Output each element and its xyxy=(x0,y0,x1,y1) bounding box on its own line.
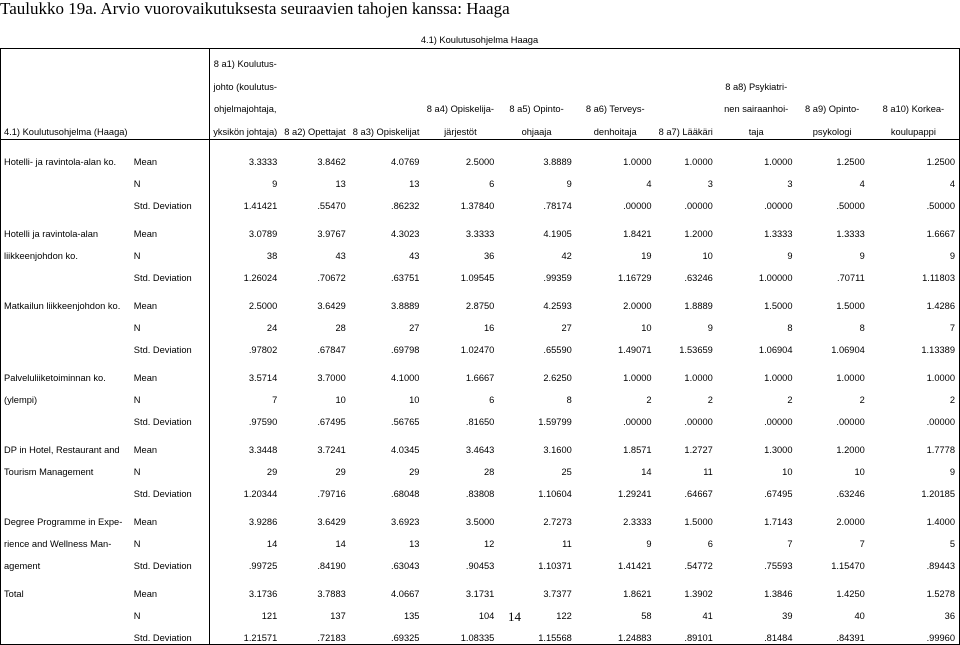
table-row xyxy=(1,334,960,356)
value-cell: 1.2500 xyxy=(836,156,865,167)
value-cell: 1.06904 xyxy=(758,344,793,355)
table-row xyxy=(1,168,960,190)
group-label xyxy=(1,262,131,284)
value-cell: 1.20185 xyxy=(869,478,960,500)
value-cell: .65590 xyxy=(543,344,572,355)
column-header-c1-line3: ohjelmajohtaja, xyxy=(210,94,282,116)
group-label: (ylempi) xyxy=(1,384,131,406)
group-label: agement xyxy=(1,550,131,572)
value-cell: .89101 xyxy=(656,622,717,645)
statistic-label: Std. Deviation xyxy=(131,622,210,645)
value-cell: 1.2500 xyxy=(869,146,960,168)
value-cell: 42 xyxy=(561,250,572,261)
table-row xyxy=(1,190,960,212)
table-row xyxy=(1,290,960,312)
column-header-c8-line3: taja xyxy=(717,116,797,139)
value-cell: 1.0000 xyxy=(623,156,652,167)
value-cell: 3.6923 xyxy=(391,516,420,527)
column-header-c6-line1: 8 a6) Terveys- xyxy=(585,104,645,115)
value-cell: 25 xyxy=(561,466,572,477)
value-cell: 1.7143 xyxy=(764,516,793,527)
value-cell: 2.7273 xyxy=(543,516,572,527)
value-cell: .75593 xyxy=(764,560,793,571)
column-header-c10-line1: 8 a10) Korkea- xyxy=(869,94,960,116)
value-cell: 8 xyxy=(566,394,572,405)
column-header-c8-line2: nen sairaanhoi- xyxy=(724,104,789,115)
value-cell: 3.1600 xyxy=(543,444,572,455)
value-cell: 4.1905 xyxy=(543,228,572,239)
value-cell: 2.3333 xyxy=(623,516,652,527)
row-header-label: 4.1) Koulutusohjelma (Haaga) xyxy=(1,116,210,139)
table-row xyxy=(1,478,960,500)
table-body xyxy=(1,139,960,644)
value-cell: .69325 xyxy=(350,622,424,645)
value-cell: 1.41421 xyxy=(617,560,652,571)
value-cell: 38 xyxy=(210,240,282,262)
value-cell: 7 xyxy=(859,538,865,549)
value-cell: .81650 xyxy=(465,416,495,427)
value-cell: .63246 xyxy=(836,488,865,499)
value-cell: 1.2727 xyxy=(684,444,713,455)
group-label: DP in Hotel, Restaurant and xyxy=(1,434,131,456)
value-cell: .55470 xyxy=(317,200,346,211)
value-cell: .50000 xyxy=(836,200,865,211)
value-cell: 3.5000 xyxy=(465,516,495,527)
value-cell: 1.59799 xyxy=(538,416,572,427)
value-cell: 1.0000 xyxy=(836,372,865,383)
value-cell: 1.13389 xyxy=(869,334,960,356)
value-cell: 9 xyxy=(566,178,572,189)
value-cell: 29 xyxy=(409,466,420,477)
value-cell: 3.8462 xyxy=(317,156,346,167)
value-cell: 3.7883 xyxy=(317,588,346,599)
value-cell: 9 xyxy=(869,456,960,478)
value-cell: 1.7778 xyxy=(869,434,960,456)
value-cell: 122 xyxy=(556,610,572,621)
value-cell: 36 xyxy=(869,600,960,622)
value-cell: 3 xyxy=(787,178,793,189)
value-cell: .97802 xyxy=(210,334,282,356)
value-cell: .99960 xyxy=(869,622,960,645)
group-label xyxy=(1,190,131,212)
value-cell: 29 xyxy=(335,466,346,477)
value-cell: 1.3333 xyxy=(836,228,865,239)
table-row xyxy=(1,528,960,550)
value-cell: 1.0000 xyxy=(623,372,652,383)
group-label xyxy=(1,406,131,428)
value-cell: 7 xyxy=(787,538,793,549)
page-number: 14 xyxy=(508,609,521,624)
column-header-c8-line1: 8 a8) Psykiatri- xyxy=(725,81,788,92)
statistic-label: Std. Deviation xyxy=(133,200,192,211)
value-cell: 9 xyxy=(707,322,713,333)
value-cell: 9 xyxy=(646,538,652,549)
value-cell: 7 xyxy=(210,384,282,406)
value-cell: 10 xyxy=(409,394,420,405)
value-cell: 11 xyxy=(562,538,572,549)
value-cell: 41 xyxy=(702,610,713,621)
value-cell: 16 xyxy=(483,322,495,333)
value-cell: 1.37840 xyxy=(460,200,495,211)
value-cell: .00000 xyxy=(836,416,865,427)
value-cell: .63246 xyxy=(684,272,713,283)
value-cell: 1.0000 xyxy=(764,372,793,383)
value-cell: 3.3448 xyxy=(210,434,282,456)
value-cell: 9 xyxy=(210,168,282,190)
value-cell: 9 xyxy=(859,250,865,261)
value-cell: 3.3333 xyxy=(210,146,282,168)
column-header-c9-line2: psykologi xyxy=(797,116,869,139)
table-row xyxy=(1,240,960,262)
statistic-label: N xyxy=(133,466,141,477)
value-cell: .67495 xyxy=(317,416,346,427)
value-cell: 3.9767 xyxy=(317,228,346,239)
value-cell: 13 xyxy=(409,538,420,549)
value-cell: 27 xyxy=(561,322,572,333)
value-cell: .81484 xyxy=(717,622,797,645)
value-cell: 1.10604 xyxy=(538,488,572,499)
value-cell: .72183 xyxy=(281,622,350,645)
value-cell: .54772 xyxy=(684,560,713,571)
value-cell: 137 xyxy=(330,610,346,621)
value-cell: 6 xyxy=(489,394,495,405)
table-row xyxy=(1,578,960,600)
value-cell: .00000 xyxy=(869,406,960,428)
column-header-c5-line1: 8 a5) Opinto- xyxy=(509,104,564,115)
statistic-label: Mean xyxy=(133,588,158,599)
statistic-label: N xyxy=(133,610,141,621)
page-title: Taulukko 19a. Arvio vuorovaikutuksesta seuraavien tahojen kanssa: Haaga xyxy=(0,0,510,18)
table-row xyxy=(1,506,960,528)
value-cell: .00000 xyxy=(764,416,793,427)
value-cell: 24 xyxy=(210,312,282,334)
column-header-c9-line1: 8 a9) Opinto- xyxy=(805,104,860,115)
value-cell: 11 xyxy=(703,466,713,477)
value-cell: .50000 xyxy=(869,190,960,212)
value-cell: 2.6250 xyxy=(543,372,572,383)
column-header-c10-line2: koulupappi xyxy=(869,116,960,139)
value-cell: 1.15470 xyxy=(831,560,865,571)
value-cell: .70672 xyxy=(317,272,346,283)
value-cell: 1.09545 xyxy=(460,272,495,283)
value-cell: 3.7000 xyxy=(317,372,346,383)
value-cell: 2 xyxy=(787,394,793,405)
table-row xyxy=(1,434,960,456)
value-cell: 1.4250 xyxy=(836,588,865,599)
value-cell: 121 xyxy=(210,600,282,622)
value-cell: 4.0667 xyxy=(391,588,420,599)
group-label: Palveluliiketoiminnan ko. xyxy=(1,362,131,384)
column-header-c2: 8 a2) Opettajat xyxy=(281,116,350,139)
value-cell: 1.06904 xyxy=(831,344,865,355)
value-cell: .78174 xyxy=(543,200,572,211)
value-cell: .89443 xyxy=(869,550,960,572)
value-cell: 2.8750 xyxy=(465,300,495,311)
table-row xyxy=(1,622,960,645)
value-cell: 1.5000 xyxy=(836,300,865,311)
value-cell: 1.08335 xyxy=(423,622,498,645)
value-cell: 1.24883 xyxy=(576,622,656,645)
value-cell: 3.9286 xyxy=(210,506,282,528)
statistic-label: N xyxy=(133,178,141,189)
value-cell: .97590 xyxy=(210,406,282,428)
value-cell: .86232 xyxy=(391,200,420,211)
column-header-c1-line1: 8 a1) Koulutus- xyxy=(210,49,282,72)
value-cell: 1.5000 xyxy=(684,516,713,527)
group-label: liikkeenjohdon ko. xyxy=(1,240,131,262)
group-label: Hotelli- ja ravintola-alan ko. xyxy=(1,146,131,168)
value-cell: 3.7241 xyxy=(317,444,346,455)
value-cell: 1.00000 xyxy=(758,272,793,283)
value-cell: 43 xyxy=(409,250,420,261)
statistic-label: Mean xyxy=(133,228,158,239)
table-caption: 4.1) Koulutusohjelma Haaga xyxy=(1,32,960,49)
table-row xyxy=(1,384,960,406)
table-row xyxy=(1,146,960,168)
group-label xyxy=(1,600,131,622)
value-cell: .83808 xyxy=(465,488,495,499)
value-cell: 14 xyxy=(210,528,282,550)
statistic-label: N xyxy=(133,394,141,405)
value-cell: 1.5000 xyxy=(764,300,793,311)
value-cell: 3.8889 xyxy=(543,156,572,167)
value-cell: 1.29241 xyxy=(617,488,652,499)
table-row xyxy=(1,262,960,284)
value-cell: 10 xyxy=(641,322,652,333)
value-cell: 1.0000 xyxy=(684,372,713,383)
value-cell: .84391 xyxy=(797,622,869,645)
table-row xyxy=(1,456,960,478)
value-cell: 12 xyxy=(483,538,495,549)
value-cell: 36 xyxy=(483,250,495,261)
group-label: Total xyxy=(1,578,131,600)
column-header-c1-line2: johto (koulutus- xyxy=(210,71,282,93)
group-label: Hotelli ja ravintola-alan xyxy=(1,218,131,240)
value-cell: 2.5000 xyxy=(465,156,495,167)
value-cell: .00000 xyxy=(764,200,793,211)
column-header-c1-line4: yksikön johtaja) xyxy=(210,116,282,139)
value-cell: 4.0769 xyxy=(391,156,420,167)
table-row xyxy=(1,362,960,384)
value-cell: 10 xyxy=(335,394,346,405)
table-row xyxy=(1,550,960,572)
value-cell: 2 xyxy=(859,394,865,405)
value-cell: 7 xyxy=(869,312,960,334)
value-cell: 1.49071 xyxy=(617,344,652,355)
value-cell: 3 xyxy=(707,178,713,189)
value-cell: .90453 xyxy=(465,560,495,571)
value-cell: 10 xyxy=(702,250,713,261)
value-cell: .99359 xyxy=(543,272,572,283)
value-cell: 1.2000 xyxy=(836,444,865,455)
value-cell: .68048 xyxy=(391,488,420,499)
value-cell: 14 xyxy=(335,538,346,549)
value-cell: 39 xyxy=(782,610,793,621)
value-cell: 3.4643 xyxy=(465,444,495,455)
value-cell: 4 xyxy=(646,178,652,189)
table-row xyxy=(1,312,960,334)
value-cell: 1.4286 xyxy=(869,290,960,312)
value-cell: .69798 xyxy=(391,344,420,355)
value-cell: 3.6429 xyxy=(317,516,346,527)
value-cell: 6 xyxy=(489,178,495,189)
value-cell: 10 xyxy=(854,466,865,477)
value-cell: 3.1736 xyxy=(210,578,282,600)
value-cell: 4.3023 xyxy=(391,228,420,239)
column-header-c4-line2: järjestöt xyxy=(423,116,498,139)
value-cell: 9 xyxy=(869,240,960,262)
value-cell: 13 xyxy=(335,178,346,189)
value-cell: 4.2593 xyxy=(543,300,572,311)
value-cell: 1.8571 xyxy=(623,444,652,455)
value-cell: .84190 xyxy=(317,560,346,571)
statistic-label: Mean xyxy=(133,372,158,383)
value-cell: 1.4000 xyxy=(869,506,960,528)
value-cell: 1.8889 xyxy=(684,300,713,311)
value-cell: 2.5000 xyxy=(210,290,282,312)
value-cell: 10 xyxy=(782,466,793,477)
value-cell: .64667 xyxy=(684,488,713,499)
value-cell: 1.8621 xyxy=(623,588,652,599)
statistic-label: N xyxy=(133,322,141,333)
value-cell: 2.0000 xyxy=(836,516,865,527)
value-cell: 1.0000 xyxy=(764,156,793,167)
value-cell: 13 xyxy=(409,178,420,189)
value-cell: 19 xyxy=(641,250,652,261)
value-cell: 1.3902 xyxy=(684,588,713,599)
value-cell: 43 xyxy=(335,250,346,261)
value-cell: 3.5714 xyxy=(210,362,282,384)
value-cell: 3.7377 xyxy=(543,588,572,599)
value-cell: 40 xyxy=(854,610,865,621)
value-cell: .79716 xyxy=(317,488,346,499)
group-label: Tourism Management xyxy=(1,456,131,478)
value-cell: .00000 xyxy=(623,200,652,211)
value-cell: 1.41421 xyxy=(210,190,282,212)
value-cell: 1.0000 xyxy=(869,362,960,384)
value-cell: .00000 xyxy=(684,416,713,427)
value-cell: 1.6667 xyxy=(869,218,960,240)
table-row xyxy=(1,218,960,240)
group-label xyxy=(1,334,131,356)
statistic-label: Std. Deviation xyxy=(133,344,192,355)
value-cell: 1.26024 xyxy=(210,262,282,284)
value-cell: 3.6429 xyxy=(317,300,346,311)
value-cell: 104 xyxy=(478,610,495,621)
value-cell: .63043 xyxy=(391,560,420,571)
value-cell: 1.11803 xyxy=(869,262,960,284)
value-cell: 2.0000 xyxy=(623,300,652,311)
value-cell: .00000 xyxy=(684,200,713,211)
value-cell: 5 xyxy=(869,528,960,550)
value-cell: 1.2000 xyxy=(684,228,713,239)
group-label: Matkailun liikkeenjohdon ko. xyxy=(1,290,131,312)
value-cell: 29 xyxy=(210,456,282,478)
statistic-label: Std. Deviation xyxy=(133,272,192,283)
statistic-label: Mean xyxy=(133,516,158,527)
column-header-c6-line2: denhoitaja xyxy=(576,116,656,139)
value-cell: 6 xyxy=(707,538,713,549)
value-cell: 4 xyxy=(869,168,960,190)
column-header-c5-line2: ohjaaja xyxy=(498,116,575,139)
value-cell: 1.02470 xyxy=(460,344,495,355)
value-cell: 8 xyxy=(859,322,865,333)
value-cell: 1.21571 xyxy=(210,622,282,645)
value-cell: 2 xyxy=(869,384,960,406)
statistic-label: Mean xyxy=(133,156,158,167)
value-cell: 4.1000 xyxy=(391,372,420,383)
value-cell: .63751 xyxy=(391,272,420,283)
value-cell: 1.20344 xyxy=(210,478,282,500)
group-label: Degree Programme in Expe- xyxy=(1,506,131,528)
value-cell: 3.3333 xyxy=(465,228,495,239)
value-cell: 4 xyxy=(859,178,865,189)
value-cell: .99725 xyxy=(210,550,282,572)
value-cell: .67847 xyxy=(317,344,346,355)
statistic-label: Mean xyxy=(133,444,158,455)
value-cell: 1.8421 xyxy=(623,228,652,239)
group-label: rience and Wellness Man- xyxy=(1,528,131,550)
statistics-table xyxy=(0,32,960,645)
value-cell: .56765 xyxy=(391,416,420,427)
group-label xyxy=(1,168,131,190)
value-cell: 1.5278 xyxy=(869,578,960,600)
column-header-c7: 8 a7) Lääkäri xyxy=(656,116,717,139)
value-cell: 2 xyxy=(707,394,713,405)
value-cell: 27 xyxy=(409,322,420,333)
value-cell: 3.8889 xyxy=(391,300,420,311)
value-cell: .67495 xyxy=(764,488,793,499)
table-row xyxy=(1,406,960,428)
value-cell: .70711 xyxy=(837,272,865,283)
statistic-label: Std. Deviation xyxy=(133,560,192,571)
value-cell: 1.53659 xyxy=(679,344,713,355)
group-label xyxy=(1,622,131,645)
value-cell: 14 xyxy=(641,466,652,477)
value-cell: 2 xyxy=(646,394,652,405)
value-cell: 1.6667 xyxy=(465,372,495,383)
value-cell: 28 xyxy=(483,466,495,477)
value-cell: 1.15568 xyxy=(498,622,575,645)
statistic-label: Std. Deviation xyxy=(133,488,192,499)
value-cell: .00000 xyxy=(623,416,652,427)
value-cell: 1.3333 xyxy=(764,228,793,239)
value-cell: 3.0789 xyxy=(210,218,282,240)
table-row xyxy=(1,600,960,622)
value-cell: 4.0345 xyxy=(391,444,420,455)
statistic-label: N xyxy=(133,538,141,549)
value-cell: 1.16729 xyxy=(617,272,652,283)
group-label xyxy=(1,312,131,334)
statistic-label: Mean xyxy=(133,300,158,311)
statistic-label: N xyxy=(133,250,141,261)
statistic-label: Std. Deviation xyxy=(133,416,192,427)
value-cell: 135 xyxy=(403,610,420,621)
value-cell: 1.0000 xyxy=(684,156,713,167)
value-cell: 1.3846 xyxy=(764,588,793,599)
value-cell: 1.10371 xyxy=(538,560,572,571)
value-cell: 8 xyxy=(787,322,793,333)
value-cell: 58 xyxy=(641,610,652,621)
value-cell: 9 xyxy=(787,250,793,261)
column-header-c3: 8 a3) Opiskelijat xyxy=(350,116,424,139)
column-header-c4-line1: 8 a4) Opiskelija- xyxy=(426,104,494,115)
group-label xyxy=(1,478,131,500)
value-cell: 1.3000 xyxy=(764,444,793,455)
value-cell: 28 xyxy=(335,322,346,333)
value-cell: 3.1731 xyxy=(465,588,495,599)
